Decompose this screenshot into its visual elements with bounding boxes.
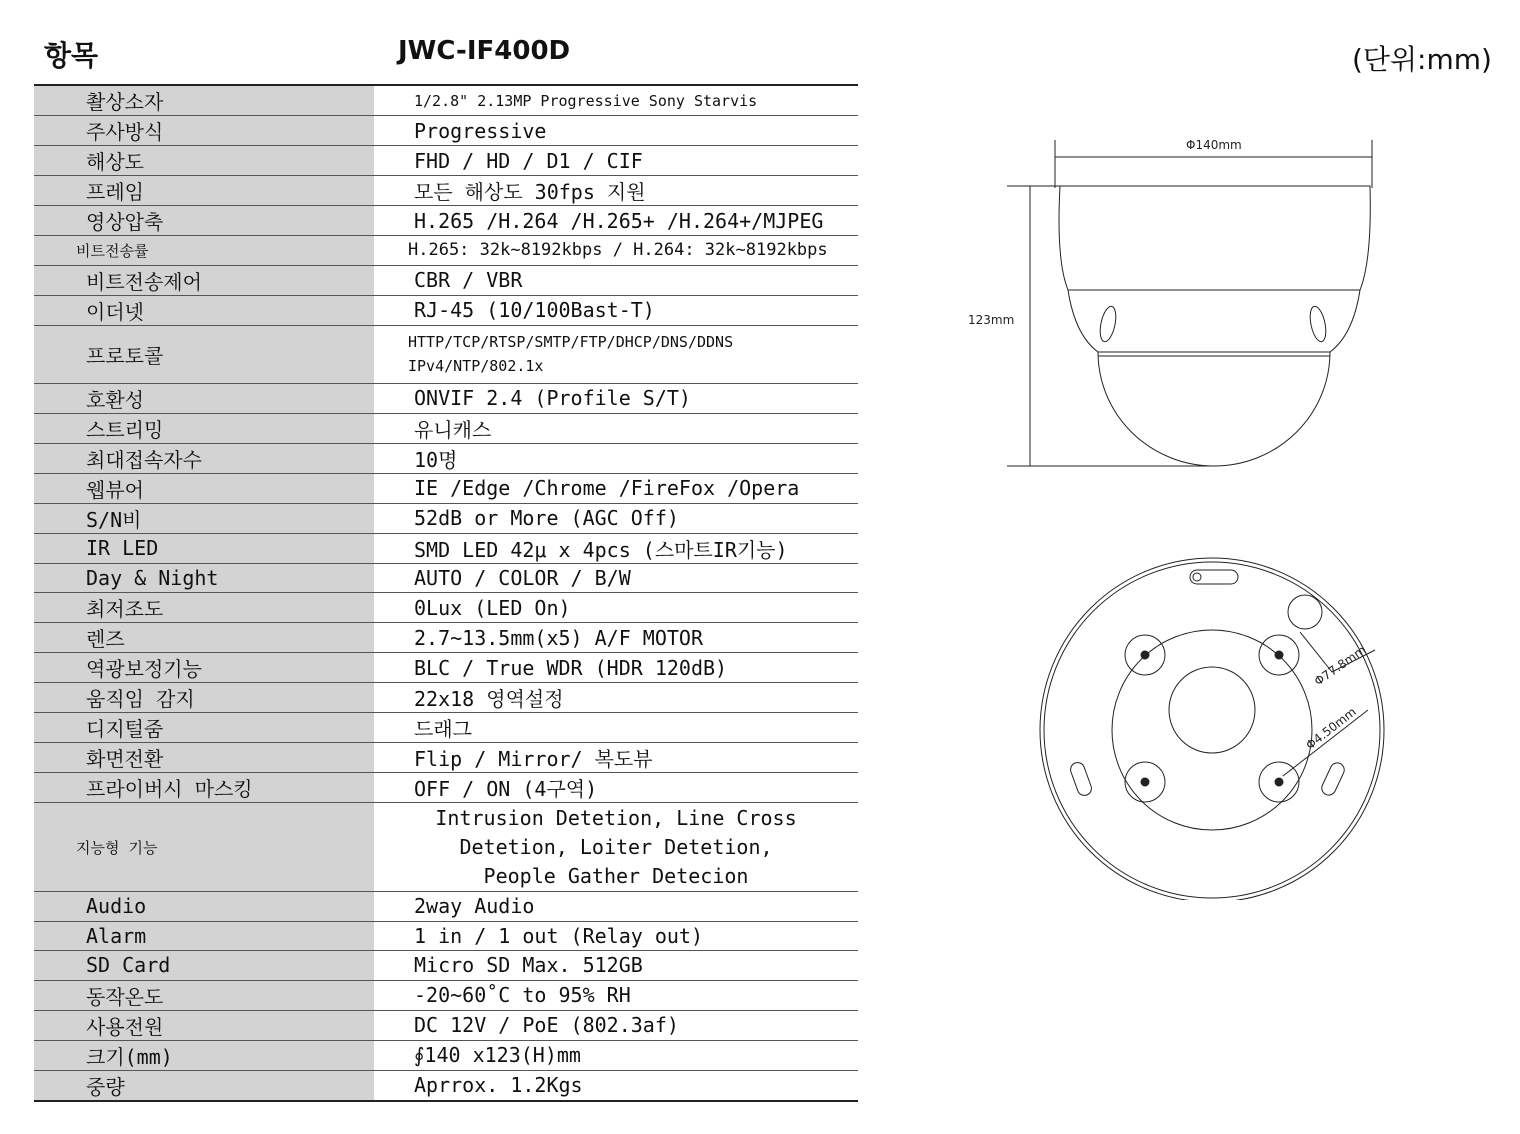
spec-label: 프라이버시 마스킹: [34, 773, 374, 803]
spec-value: 2way Audio: [374, 892, 858, 922]
spec-row: [34, 265, 858, 295]
spec-value: CBR / VBR: [374, 265, 858, 295]
spec-value: [374, 325, 858, 383]
spec-row: [34, 533, 858, 563]
spec-value: Micro SD Max. 512GB: [374, 951, 858, 981]
spec-row: [34, 713, 858, 743]
mount-slot-left: [1069, 761, 1094, 798]
spec-row: [34, 443, 858, 473]
inner-dim-label: Φ77.8mm: [1311, 642, 1369, 689]
spec-value: 2.7~13.5mm(x5) A/F MOTOR: [374, 623, 858, 653]
side-slot-right: [1307, 305, 1328, 343]
spec-row: [34, 980, 858, 1010]
spec-label: 해상도: [34, 146, 374, 176]
spec-label: 이더넷: [34, 295, 374, 325]
spec-row: [34, 176, 858, 206]
screw-dot-tr: [1275, 651, 1283, 659]
spec-label: 렌즈: [34, 623, 374, 653]
spec-label: Day & Night: [34, 563, 374, 593]
spec-value: BLC / True WDR (HDR 120dB): [374, 653, 858, 683]
spec-label: 호환성: [34, 383, 374, 413]
spec-row: [34, 892, 858, 922]
width-dim-label: Φ140mm: [1186, 138, 1242, 152]
side-slot-left: [1097, 305, 1118, 343]
spec-row: [34, 653, 858, 683]
spec-value: RJ-45 (10/100Bast-T): [374, 295, 858, 325]
spec-value: -20~60˚C to 95% RH: [374, 980, 858, 1010]
spec-row: [34, 503, 858, 533]
spec-row: [34, 116, 858, 146]
spec-value: OFF / ON (4구역): [374, 773, 858, 803]
spec-row: [34, 413, 858, 443]
spec-row: [34, 773, 858, 803]
spec-row: [34, 325, 858, 383]
mount-slot-top-dot: [1193, 573, 1201, 581]
spec-value: 0Lux (LED On): [374, 593, 858, 623]
spec-label: 웹뷰어: [34, 473, 374, 503]
mount-slot-right: [1319, 761, 1346, 798]
spec-row: [34, 473, 858, 503]
spec-row: [34, 85, 858, 116]
spec-row: [34, 1070, 858, 1101]
spec-value-line: HTTP/TCP/RTSP/SMTP/FTP/DHCP/DNS/DDNS: [408, 333, 734, 351]
spec-value: 1 in / 1 out (Relay out): [374, 921, 858, 951]
height-dim-label: 123mm: [968, 313, 1015, 327]
spec-row: [34, 383, 858, 413]
spec-row: [34, 146, 858, 176]
screw-dot-tl: [1141, 651, 1149, 659]
camera-drawing: [940, 120, 1420, 900]
spec-value: SMD LED 42μ x 4pcs (스마트IR기능): [374, 533, 858, 563]
spec-label: 지능형 기능: [34, 803, 374, 892]
spec-label: 최대접속자수: [34, 443, 374, 473]
spec-label: IR LED: [34, 533, 374, 563]
spec-row: [34, 206, 858, 236]
spec-value: IE /Edge /Chrome /FireFox /Opera: [374, 473, 858, 503]
spec-value-line: IPv4/NTP/802.1x: [408, 357, 544, 375]
spec-label: 최저조도: [34, 593, 374, 623]
spec-row: [34, 803, 858, 892]
camera-housing-side: [1059, 186, 1370, 290]
center-hole: [1169, 667, 1255, 753]
spec-label: Alarm: [34, 921, 374, 951]
spec-value: AUTO / COLOR / B/W: [374, 563, 858, 593]
spec-label: 프레임: [34, 176, 374, 206]
spec-label: SD Card: [34, 951, 374, 981]
mount-slot-top: [1190, 570, 1238, 584]
spec-value: H.265 /H.264 /H.265+ /H.264+/MJPEG: [374, 206, 858, 236]
spec-table: [34, 84, 858, 1102]
spec-label: 촬상소자: [34, 85, 374, 116]
spec-value: ONVIF 2.4 (Profile S/T): [374, 383, 858, 413]
spec-value: 10명: [374, 443, 858, 473]
base-inner-circle: [1112, 630, 1312, 830]
spec-row: [34, 623, 858, 653]
spec-label: S/N비: [34, 503, 374, 533]
spec-row: [34, 683, 858, 713]
item-header: 항목: [44, 39, 99, 72]
spec-value: Progressive: [374, 116, 858, 146]
spec-row: [34, 1010, 858, 1040]
spec-value: [374, 803, 858, 892]
hole-dim-label: Φ4.50mm: [1303, 704, 1359, 753]
spec-value: 드래그: [374, 713, 858, 743]
spec-value: ∮140 x123(H)mm: [374, 1040, 858, 1070]
spec-row: [34, 1040, 858, 1070]
spec-row: [34, 593, 858, 623]
spec-value: 22x18 영역설정: [374, 683, 858, 713]
unit-label: (단위:mm): [1352, 43, 1492, 76]
spec-label: 동작온도: [34, 980, 374, 1010]
spec-label: 중량: [34, 1070, 374, 1101]
camera-dome: [1098, 352, 1330, 466]
spec-value: 52dB or More (AGC Off): [374, 503, 858, 533]
spec-label: 역광보정기능: [34, 653, 374, 683]
spec-value-line: Detetion, Loiter Detetion,: [459, 834, 773, 859]
spec-label: 크기(mm): [34, 1040, 374, 1070]
spec-label: 디지털줌: [34, 713, 374, 743]
spec-row: [34, 236, 858, 266]
screw-dot-br: [1275, 778, 1283, 786]
spec-value-line: Intrusion Detetion, Line Cross: [435, 805, 797, 830]
spec-value: Aprrox. 1.2Kgs: [414, 1073, 583, 1097]
spec-label: 스트리밍: [34, 413, 374, 443]
spec-label: 비트전송제어: [34, 265, 374, 295]
spec-label: 주사방식: [34, 116, 374, 146]
spec-label: 화면전환: [34, 743, 374, 773]
spec-label: 비트전송률: [34, 236, 374, 266]
spec-value: Flip / Mirror/ 복도뷰: [374, 743, 858, 773]
spec-row: [34, 951, 858, 981]
spec-value: DC 12V / PoE (802.3af): [374, 1010, 858, 1040]
spec-label: 프로토콜: [34, 325, 374, 383]
camera-housing-lower: [1068, 290, 1360, 352]
screw-dot-bl: [1141, 778, 1149, 786]
spec-value: 1/2.8" 2.13MP Progressive Sony Starvis: [374, 85, 858, 116]
spec-row: [34, 921, 858, 951]
spec-row: [34, 743, 858, 773]
spec-row: [34, 295, 858, 325]
spec-value: 모든 해상도 30fps 지원: [374, 176, 858, 206]
spec-label: 영상압축: [34, 206, 374, 236]
model-name: JWC-IF400D: [398, 36, 571, 66]
spec-value: 유니캐스: [374, 413, 858, 443]
hole-dim-leader: [1283, 710, 1368, 776]
spec-value: FHD / HD / D1 / CIF: [374, 146, 858, 176]
spec-row: [34, 563, 858, 593]
cable-entry: [1288, 595, 1322, 629]
spec-label: Audio: [34, 892, 374, 922]
spec-label: 사용전원: [34, 1010, 374, 1040]
spec-value-line: People Gather Detecion: [483, 863, 749, 888]
spec-value: H.265: 32k~8192kbps / H.264: 32k~8192kbps: [374, 236, 858, 266]
spec-label: 움직임 감지: [34, 683, 374, 713]
